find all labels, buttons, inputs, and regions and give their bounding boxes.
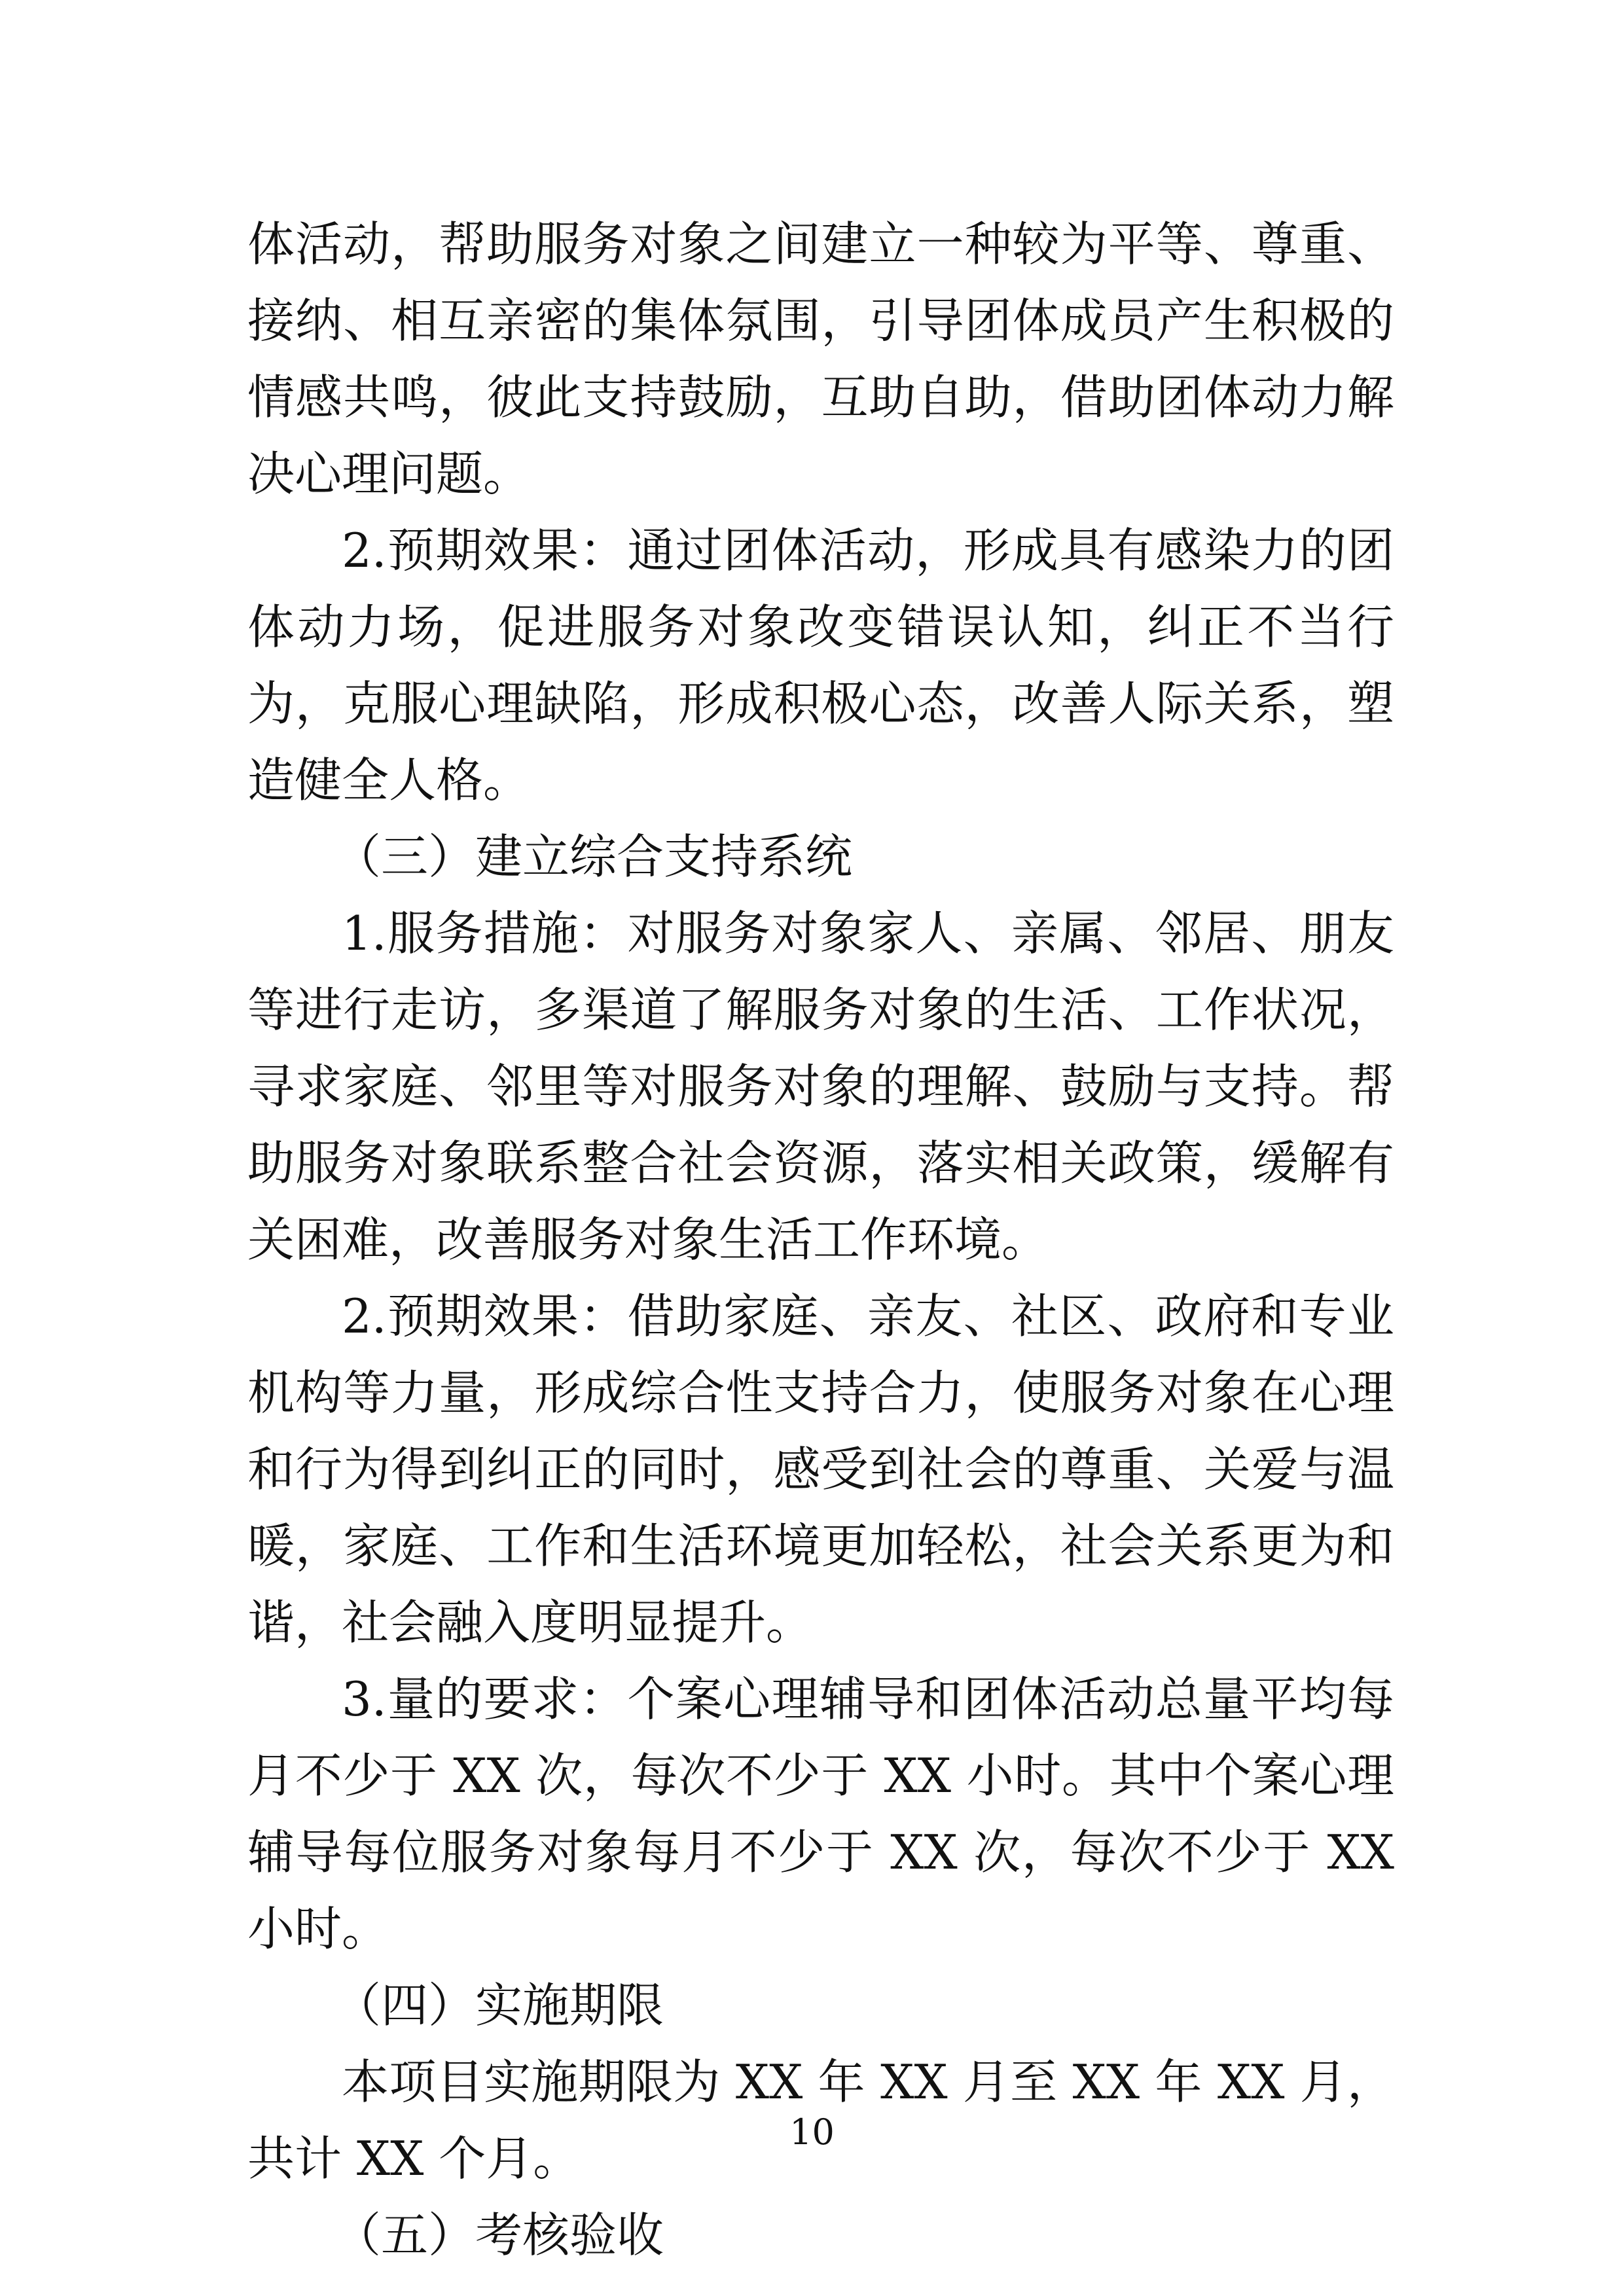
- page-number: 10: [789, 2111, 835, 2153]
- section-heading-implementation-period: （四）实施期限: [334, 1978, 664, 2033]
- paragraph-group-expected-effect: 2.预期效果：通过团体活动，形成具有感染力的团体动力场，促进服务对象改变错误认知，纠正不当行为，克服心理缺陷，形成积极心态，改善人际关系，塑造健全人格。: [247, 523, 1394, 808]
- paragraph-group-activity-continuation: 体活动，帮助服务对象之间建立一种较为平等、尊重、接纳、相互亲密的集体氛围，引导团体成员产生积极的情感共鸣，彼此支持鼓励，互助自助，借助团体动力解决心理问题。: [247, 217, 1394, 501]
- section-heading-assessment: （五）考核验收: [334, 2208, 664, 2263]
- section-heading-support-system: （三）建立综合支持系统: [334, 829, 853, 884]
- paragraph-implementation-period: 本项目实施期限为 XX 年 XX 月至 XX 年 XX 月，共计 XX 个月。: [247, 2054, 1394, 2186]
- body-text: [247, 206, 1394, 2274]
- paragraph-service-measures: 1.服务措施：对服务对象家人、亲属、邻居、朋友等进行走访，多渠道了解服务对象的生活、工作状况，寻求家庭、邻里等对服务对象的理解、鼓励与支持。帮助服务对象联系整合社会资源，落实相关政策，缓解有关困难，改善服务对象生活工作环境。: [247, 906, 1394, 1267]
- paragraph-quantity-requirement: 3.量的要求：个案心理辅导和团体活动总量平均每月不少于 XX 次，每次不少于 XX 小时。其中个案心理辅导每位服务对象每月不少于 XX 次，每次不少于 XX 小时。: [247, 1672, 1394, 1956]
- paragraph-support-expected-effect: 2.预期效果：借助家庭、亲友、社区、政府和专业机构等力量，形成综合性支持合力，使服务对象在心理和行为得到纠正的同时，感受到社会的尊重、关爱与温暖，家庭、工作和生活环境更加轻松，社会关系更为和谐，社会融入度明显提升。: [247, 1289, 1394, 1650]
